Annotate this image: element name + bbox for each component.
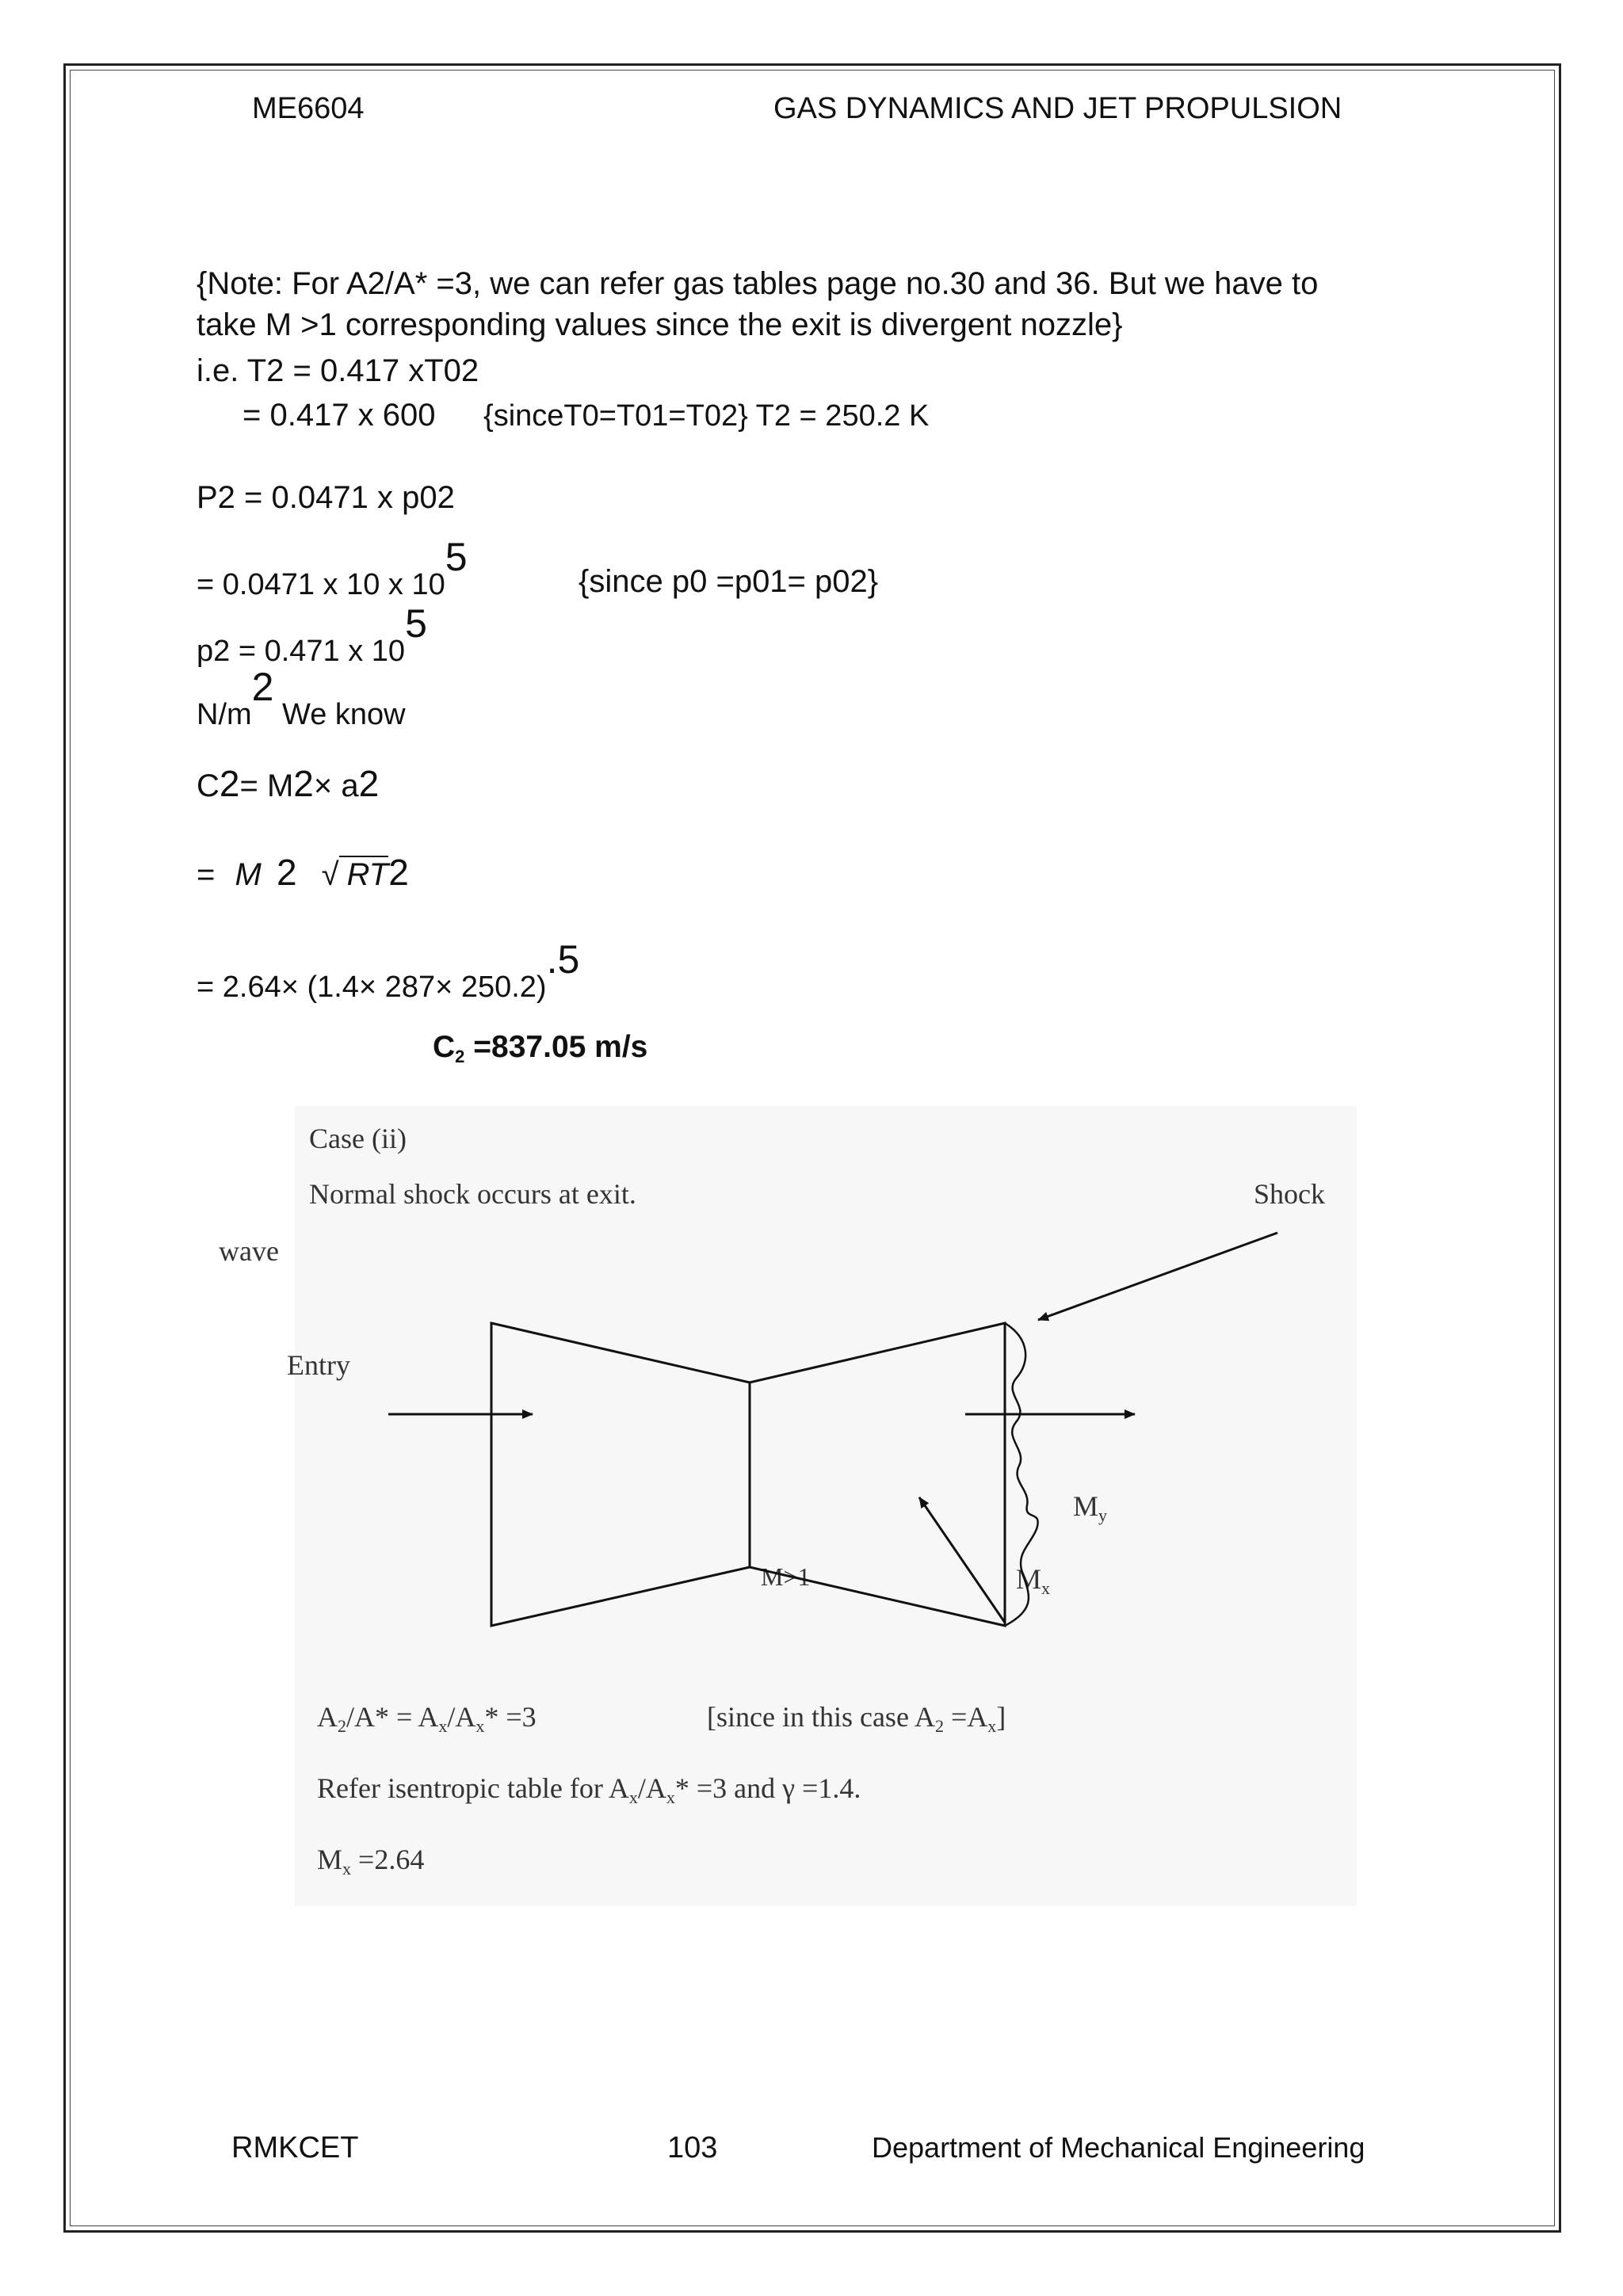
- c2-sub-2: 2: [293, 763, 314, 804]
- note-line-2: take M >1 corresponding values since the exit is divergent nozzle}: [197, 307, 1123, 342]
- area-ratio-note: [707, 1700, 1006, 1736]
- mx-result-sub: x: [342, 1859, 352, 1878]
- shock-label: Shock: [1254, 1178, 1325, 1210]
- refer-x-1: x: [628, 1787, 638, 1807]
- c2m-rt: RT: [339, 856, 389, 892]
- refer-a: Refer isentropic table for A: [317, 1772, 629, 1804]
- sqrt-icon: √: [321, 857, 339, 892]
- t2-line-2-note: {sinceT0=T01=T02} T2 = 250.2 K: [483, 399, 930, 433]
- p2-line-2-note: {since p0 =p01= p02}: [579, 564, 879, 599]
- c2m-2: 2: [276, 852, 297, 893]
- eq1-note-a: [since in this case A: [707, 1701, 935, 1733]
- eq1-a: A: [317, 1701, 338, 1733]
- c2-result-sub: 2: [455, 1047, 465, 1066]
- m-greater-label: M>1: [761, 1562, 811, 1591]
- refer-c: * =3 and γ =1.4.: [674, 1772, 861, 1804]
- c2-eq-m: = M: [239, 769, 294, 803]
- eq1-note-x: x: [987, 1716, 997, 1736]
- c2-sub-1: 2: [219, 763, 240, 804]
- footer-institution: RMKCET: [231, 2131, 359, 2164]
- t2-line-1: i.e. T2 = 0.417 xT02: [197, 353, 479, 388]
- c2-result-c: C: [433, 1030, 456, 1064]
- note-line-1: {Note: For A2/A* =3, we can refer gas tables page no.30 and 36. But we have to: [197, 266, 1319, 301]
- c2m-m: M: [235, 857, 262, 892]
- refer-b: /A: [637, 1772, 666, 1804]
- eq1-note-b: =A: [943, 1701, 988, 1733]
- entry-label: Entry: [287, 1349, 350, 1381]
- eq1-a-sub: 2: [338, 1716, 346, 1736]
- c2-result-rest: =837.05 m/s: [464, 1030, 648, 1064]
- c2m-rt-2: 2: [388, 852, 409, 893]
- p2-line-3-text: p2 = 0.471 x 10: [197, 635, 406, 668]
- unit-rest: We know: [273, 698, 406, 731]
- my-sub: y: [1098, 1505, 1108, 1525]
- eq1-note-c: ]: [996, 1701, 1006, 1733]
- c2m-eq: =: [197, 857, 216, 892]
- nozzle-outline: [491, 1323, 1005, 1626]
- shock-wave-squiggle: [1005, 1323, 1038, 1626]
- mx-result: [317, 1843, 424, 1876]
- p2-line-1: P2 = 0.0471 x p02: [197, 480, 455, 515]
- refer-x-2: x: [666, 1787, 675, 1807]
- refer-table-line: [317, 1772, 861, 1805]
- mx-result-value: =2.64: [351, 1844, 425, 1875]
- eq1-rest-1: /A* = A: [346, 1701, 439, 1733]
- unit-exponent: 2: [251, 665, 274, 709]
- footer-department: Department of Mechanical Engineering: [872, 2131, 1365, 2164]
- c2-sub-3: 2: [358, 763, 380, 804]
- footer-page-number: 103: [667, 2131, 718, 2164]
- eq1-x-2: x: [475, 1716, 485, 1736]
- case-description: Normal shock occurs at exit.: [309, 1178, 636, 1210]
- c2-c: C: [197, 769, 220, 803]
- course-title: GAS DYNAMICS AND JET PROPULSION: [773, 92, 1342, 125]
- mx-sub: x: [1041, 1578, 1051, 1598]
- unit-base: N/m: [197, 698, 252, 731]
- mx-pointer-arrow: [919, 1497, 1005, 1623]
- p2-line-2-exponent: 5: [445, 535, 468, 579]
- c2-numeric-text: = 2.64× (1.4× 287× 250.2): [197, 971, 547, 1004]
- shock-pointer-arrow: [1038, 1233, 1277, 1320]
- p2-line-3-exponent: 5: [405, 601, 427, 646]
- eq1-rest-3: * =3: [484, 1701, 537, 1733]
- area-ratio-equation: [317, 1700, 537, 1736]
- course-code: ME6604: [252, 92, 365, 125]
- case-title: Case (ii): [309, 1123, 407, 1154]
- p2-line-2-text: = 0.0471 x 10 x 10: [197, 568, 445, 601]
- c2-numeric-exponent: .5: [546, 937, 580, 982]
- mx-result-m: M: [317, 1844, 343, 1875]
- t2-line-2: = 0.417 x 600: [242, 398, 436, 433]
- eq1-x-1: x: [438, 1716, 448, 1736]
- eq1-rest-2: /A: [447, 1701, 476, 1733]
- c2-times-a: × a: [313, 769, 359, 803]
- eq1-note-sub: 2: [934, 1716, 944, 1736]
- wave-label: wave: [219, 1235, 279, 1267]
- my-base: M: [1073, 1490, 1099, 1522]
- mx-base: M: [1016, 1563, 1042, 1595]
